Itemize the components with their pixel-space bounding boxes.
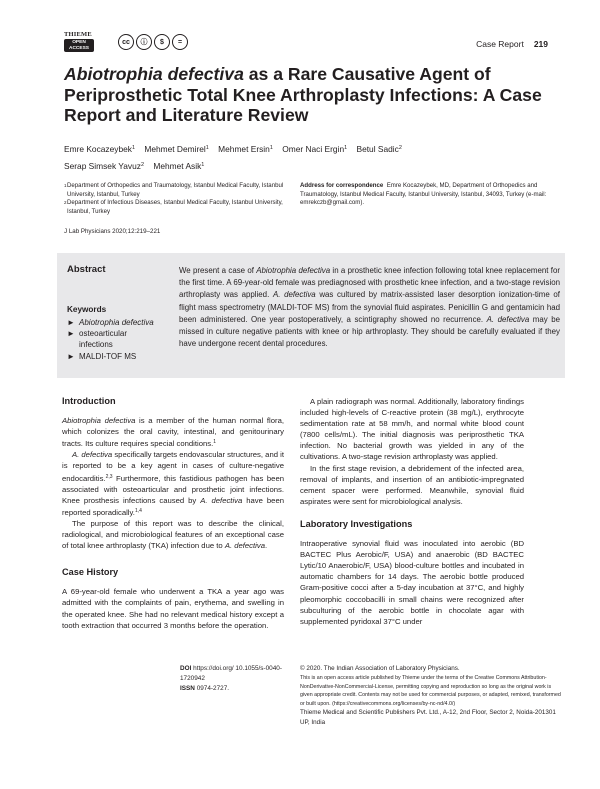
logo-brand: THIEME bbox=[64, 31, 92, 38]
abstract-heading: Abstract bbox=[67, 264, 106, 275]
reference-mark: 1,4 bbox=[134, 507, 142, 514]
keywords-list bbox=[67, 317, 167, 362]
left-column bbox=[62, 396, 284, 631]
affiliation-number: 2 bbox=[64, 200, 67, 206]
keyword-item bbox=[67, 317, 167, 328]
organism-name: A. defectiva bbox=[224, 541, 265, 551]
author-aff: 1 bbox=[205, 145, 209, 151]
license-icons bbox=[118, 34, 188, 50]
keyword-item bbox=[67, 351, 167, 362]
affiliation-text: Department of Infectious Diseases, Istanbul Medical Faculty, Istanbul University, Istanbul, Turkey bbox=[67, 199, 283, 215]
text-span: Furthermore, this fastidious pathogen has been associated with osteoarticular and prosthetic joint infections. Knee prosthesis infections caused by bbox=[62, 473, 284, 505]
doi-link[interactable]: https://doi.org/ 10.1055/s-0040-1720942 bbox=[180, 665, 282, 682]
author: Omer Naci Ergin bbox=[282, 144, 345, 154]
author: Betul Sadic bbox=[356, 144, 399, 154]
right-column bbox=[300, 396, 524, 627]
author-list bbox=[64, 140, 464, 174]
author: Emre Kocazeybek bbox=[64, 144, 132, 154]
issn-label: ISSN bbox=[180, 685, 195, 692]
text-span: . bbox=[264, 541, 268, 551]
case-paragraph-2: A plain radiograph was normal. Additionally, laboratory findings included high-levels of C-reactive protein (38 mg/L), erythrocyte sedimentation rate at 58 mm/h, and normal white blood count (7800 cells/mL). The initial diagnosis was periprosthetic TKA infection. No bacterial growth was yielded in any of the cultivations. A two-stage revision arthroplasty was applied. bbox=[300, 397, 524, 462]
doi-label: DOI bbox=[180, 665, 192, 672]
reference-mark: 1 bbox=[213, 439, 217, 446]
license-text: This is an open access article published by Thieme under the terms of the Creative Commons Attribution-NonDerivative-NonCommercial-License, permitting copying and reproduction so long as the original work is given appropriate credit. Contents may not be used for commercial purposes, or adapted, remixed, transformed or built upon. (https://creativecommons.org/licenses/by-nc-nd/4.0/) bbox=[300, 675, 561, 707]
title-organism: Abiotrophia defectiva bbox=[64, 64, 244, 84]
abstract-text bbox=[179, 265, 560, 350]
author-aff: 1 bbox=[269, 145, 273, 151]
thieme-open-access-logo bbox=[64, 31, 94, 53]
author-aff: 1 bbox=[131, 145, 136, 151]
logo-badge-line2: ACCESS bbox=[69, 45, 89, 51]
text-span: is a member of the human normal flora, which colonizes the oral cavity, intestinal, and genitourinary tracts. Its culture requires special conditions. bbox=[62, 416, 284, 449]
case-paragraph-1: A 69-year-old female who underwent a TKA a year ago was admitted with the complaints of pain, erythema, and swelling in the operated knee. She had no relevant medical history except a tooth extraction that occurred 3 months before the operation. bbox=[62, 587, 284, 630]
organism-name: A. defectiva bbox=[200, 495, 243, 505]
intro-paragraph-3 bbox=[62, 518, 284, 551]
keyword-bullet: ► bbox=[67, 351, 75, 361]
author: Mehmet Demirel bbox=[144, 144, 206, 154]
affiliation-number: 1 bbox=[64, 183, 67, 188]
license-block bbox=[300, 664, 562, 728]
running-header bbox=[476, 39, 548, 49]
author: Serap Simsek Yavuz bbox=[64, 161, 141, 171]
nd-icon: = bbox=[172, 34, 188, 50]
affiliation-item bbox=[64, 199, 289, 216]
issn-value: 0974-2727. bbox=[196, 685, 230, 692]
cc-icon: cc bbox=[118, 34, 134, 50]
lab-paragraph-1: Intraoperative synovial fluid was inoculated into aerobic (BD BACTEC Plus Aerobic/F, USA) and anaerobic (BD BACTEC Lytic/10 Anaerobic/F, USA) blood-culture bottles and incubated in automatic chambers for 14 days. The aerobic bottle produced Gram-positive cocci after a 5-day incubation at 37°C, and highly pleomorphic coccobacilli in small chains were recognized after subculturing of the aerobic bottle in chocolate agar with supplemented pyridoxal 37°C under bbox=[300, 539, 524, 626]
logo-badge bbox=[64, 39, 94, 52]
case-paragraph-3: In the first stage revision, a debridement of the infected area, removal of implants, and insertion of an antibiotic-impregnated cement spacer were performed. Meanwhile, synovial fluid aspirates were sent for microbiological analysis. bbox=[300, 463, 524, 506]
abstract-span: in a prosthetic knee infection following total knee replacement for the first time. A 69-year-old female was prediagnosed with prosthetic knee infection, and a two-stage revision arthroplasty was applied. bbox=[179, 266, 560, 300]
by-icon: ⓘ bbox=[136, 34, 152, 50]
copyright: © 2020. The Indian Association of Laboratory Physicians. bbox=[300, 665, 460, 672]
intro-paragraph-1 bbox=[62, 415, 284, 449]
abstract-span: may be missed in culture negative patients with knee or hip arthroplasty. They should be carefully evaluated if they have undergone recent dental procedures. bbox=[179, 314, 560, 349]
keywords-heading: Keywords bbox=[67, 305, 107, 314]
journal-citation: J Lab Physicians 2020;12:219–221 bbox=[64, 228, 161, 235]
keyword-text: infections bbox=[79, 340, 113, 350]
text-span: have been reported sporadically. bbox=[62, 495, 285, 517]
affiliations bbox=[64, 182, 289, 216]
author: Mehmet Asik bbox=[153, 161, 202, 171]
nc-icon: $ bbox=[154, 34, 170, 50]
abstract-span: We present a case of bbox=[179, 266, 257, 275]
title-rest: as a Rare Causative Agent of Periprosthetic Total Knee Arthroplasty Infections: A Case Report and Literature Review bbox=[64, 64, 542, 126]
correspondence-label: Address for correspondence bbox=[300, 182, 384, 189]
keyword-text: Abiotrophia defectiva bbox=[79, 318, 154, 327]
abstract-span: was cultured by matrix-assisted laser desorption ionization-time of flight mass spectrometry (MALDI-TOF MS) from the synovial fluid aspirates. Penicillin G and gentamicin had been administered. One year postoperatively, a scintigraphy showed no recurrence. bbox=[179, 290, 560, 324]
keyword-text: osteoarticular bbox=[79, 329, 128, 339]
keyword-bullet: ► bbox=[67, 318, 75, 327]
correspondence-text: Emre Kocazeybek, MD, Department of Orthopedics and Traumatology, Istanbul Medical Faculty, Istanbul University, Istanbul, 34093, Turkey (e-mail: emrekczb@gmail.com). bbox=[300, 182, 547, 207]
abstract-organism: Abiotrophia defectiva bbox=[256, 266, 331, 275]
keyword-item bbox=[67, 339, 167, 350]
text-span: specifically targets endovascular structures, and it is reported to be a key agent in cases of culture-negative endocarditis. bbox=[62, 450, 284, 483]
introduction-heading: Introduction bbox=[62, 396, 116, 406]
logo-badge-line1: OPEN bbox=[72, 40, 86, 45]
correspondence-address bbox=[300, 182, 560, 208]
case-history-heading: Case History bbox=[62, 567, 119, 578]
author-aff: 2 bbox=[398, 145, 402, 151]
page-number: 219 bbox=[533, 39, 548, 49]
author-aff: 1 bbox=[201, 162, 205, 168]
publisher-address: Thieme Medical and Scientific Publishers Pvt. Ltd., A-12, 2nd Floor, Sector 2, Noida-201301 UP, India bbox=[300, 709, 556, 726]
intro-paragraph-2 bbox=[62, 449, 284, 518]
author: Mehmet Ersin bbox=[218, 144, 270, 154]
reference-mark: 2,3 bbox=[105, 473, 113, 480]
affiliation-item bbox=[64, 182, 289, 199]
article-title bbox=[64, 64, 564, 126]
doi-block bbox=[180, 664, 290, 694]
abstract-organism: A. defectiva bbox=[272, 290, 316, 300]
abstract-organism: A. defectiva bbox=[486, 314, 530, 324]
keyword-text: MALDI-TOF MS bbox=[79, 351, 137, 361]
author-aff: 1 bbox=[344, 145, 348, 151]
organism-name: Abiotrophia defectiva bbox=[62, 416, 136, 426]
author-aff: 2 bbox=[140, 162, 145, 168]
article-type: Case Report bbox=[476, 39, 524, 49]
keyword-item bbox=[67, 328, 167, 339]
organism-name: A. defectiva bbox=[72, 450, 113, 460]
lab-heading: Laboratory Investigations bbox=[300, 518, 413, 529]
affiliation-text: Department of Orthopedics and Traumatology, Istanbul Medical Faculty, Istanbul University, Istanbul, Turkey bbox=[67, 182, 284, 198]
keyword-bullet: ► bbox=[67, 329, 75, 339]
text-span: The purpose of this report was to describe the clinical, radiological, and microbiological features of an exceptional case of total knee arthroplasty (TKA) infection due to bbox=[62, 518, 284, 551]
